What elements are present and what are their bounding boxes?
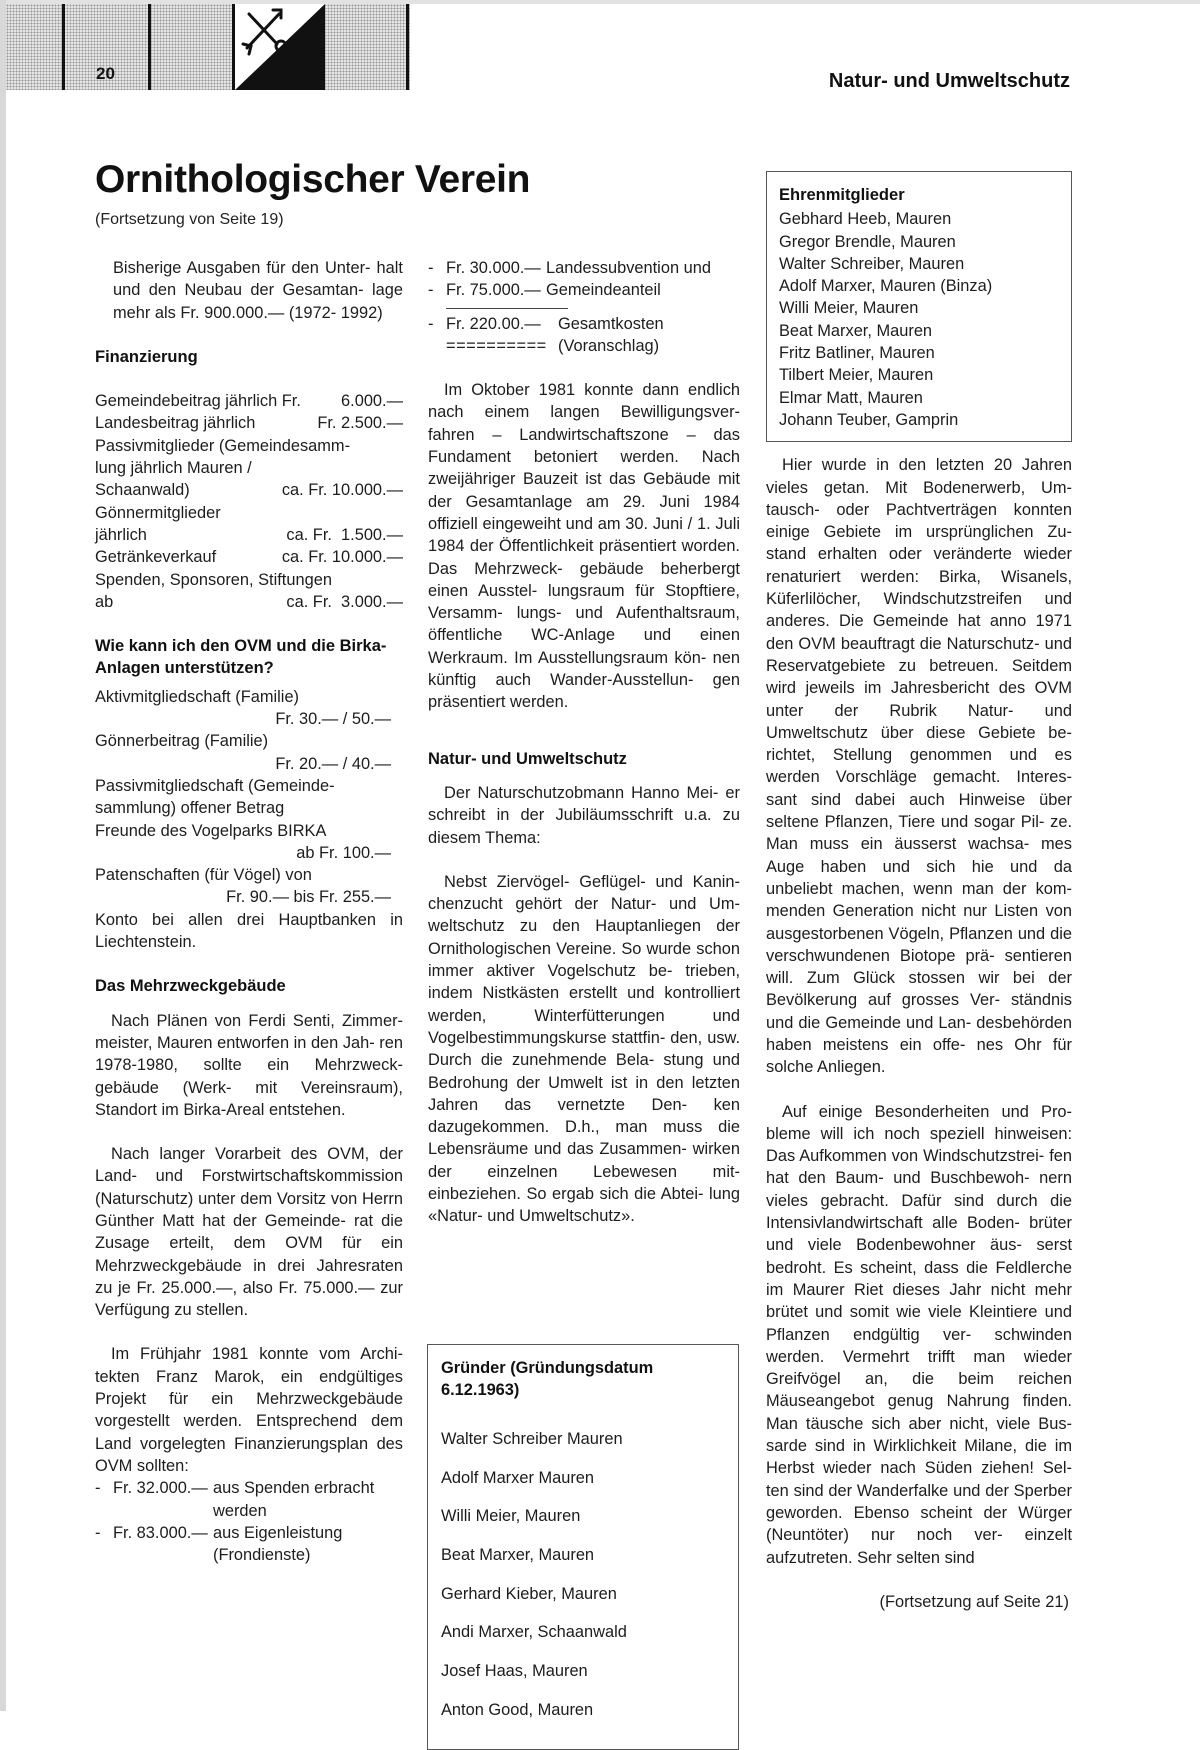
- honor-member-name: Tilbert Meier, Mauren: [779, 366, 934, 385]
- honor-members-box: [766, 171, 1072, 442]
- financing-row: Landesbeitrag jährlich Fr. 2.500.—: [95, 414, 403, 433]
- running-section-title: Natur- und Umweltschutz: [828, 70, 1070, 92]
- financing-row: lung jährlich Mauren /: [95, 459, 252, 478]
- cost-bullet: - Fr. 32.000.— aus Spenden erbracht werden: [95, 1479, 375, 1520]
- column-right: [766, 171, 1072, 1569]
- financing-row: Schaanwald) ca. Fr. 10.000.—: [95, 481, 403, 500]
- natur-heading: Natur- und Umweltschutz: [428, 749, 627, 768]
- article-subtitle: (Fortsetzung von Seite 19): [95, 211, 284, 228]
- body-paragraph: Hier wurde in den letzten 20 Jahren vieles getan. Mit Bodenerwerb, Um- tausch- oder Pachtverträgen konnten einige Gebiete im ursprünglichen Zu- stand erhalten oder veränderte wieder renaturiert werden: Birka, Wisanels, Küferlilöcher, Windschutzstreifen und anderes. Die Gemeinde hat anno 1971 den OVM beauftragt die Naturschutz- und Reservatgebiete zu betreuen. Seitdem wird jeweils im Jahresbericht des OVM unter der Rubrik Natur- und Umweltschutz über diese Gebiete be- richtet, Stellung genommen und es werden Vorschläge gemacht. Interes- sant sind dabei auch Hinweise über seltene Pflanzen, Tiere und sogar Pil- ze. Man muss ein äusserst wachsa- mes Auge haben und sich hie und da unbeliebt machen, wenn man der kom- menden Generation nicht nur Listen von ausgestorbenen Vögeln, Pflanzen und die verschwundenen Biotope prä- sentieren will. Zum Glück stossen wir bei der Bevölkerung auf grosses Ver- ständnis und die Gemeinde und Lan- desbehörden haben meistens ein offe- nes Ohr für solche Anliegen.: [766, 456, 1072, 1077]
- crossed-tools-emblem-icon: [235, 4, 325, 90]
- founder-name: Adolf Marxer Mauren: [441, 1468, 595, 1487]
- cost-bullet: - Fr. 83.000.— aus Eigenleistung (Frondienste): [95, 1523, 343, 1565]
- financing-row: Passivmitglieder (Gemeindesamm-: [95, 436, 351, 455]
- intro-paragraph: Bisherige Ausgaben für den Unter- halt und den Neubau der Gesamtan- lage mehr als Fr. 900.000.— (1972- 1992): [113, 259, 403, 322]
- honor-member-name: Walter Schreiber, Mauren: [779, 254, 965, 273]
- body-paragraph: Im Frühjahr 1981 konnte vom Archi- tekten Franz Marok, ein endgültiges Projekt für ein Mehrzweckgebäude vorgestellt werden. Entsprechend dem Land vorgelegten Finanzierungsplan des OVM sollten:: [95, 1345, 403, 1475]
- body-paragraph: Auf einige Besonderheiten und Pro- bleme will ich noch speziell hinweisen: Das Aufkommen von Windschutzstrei- fen hat den Baum- und Buschbewoh- nern vieles gebracht. Dafür sind durch die Intensivlandwirtschaft alle Boden- brüter und viele Bodenbewohner äus- serst bedroht. Es scheint, dass die Feldlerche im Maurer Riet dieses Jahr nicht mehr brütet und somit wie viele Kleintiere und Pflanzen endgültig ver- schwinden werden. Vermehrt trifft man wieder Greifvögel an, die beim reichen Mäuseangebot genug Nahrung finden. Man täusche sich aber nicht, viele Bus- sarde sind in Wirklichkeit Milane, die im Herbst wieder nach Süden ziehen! Sel- ten sind der Wanderfalke und der Sperber geworden. Ebenso scheint der Würger (Neuntöter) nur noch ver- einzelt aufzutreten. Sehr selten sind: [766, 1102, 1072, 1567]
- total-cost: - Fr. 220.00.— Gesamtkosten: [428, 314, 664, 333]
- financing-row: Spenden, Sponsoren, Stiftungen: [95, 570, 332, 589]
- support-list: [95, 686, 403, 909]
- estimate-line: ========== (Voranschlag): [446, 336, 660, 355]
- support-amount: Fr. 90.— bis Fr. 255.—: [226, 888, 391, 907]
- financing-row: jährlich ca. Fr. 1.500.—: [95, 525, 403, 544]
- cost-bullet: - Fr. 30.000.— Landessubvention und: [428, 259, 711, 277]
- header-divider: [62, 4, 65, 90]
- support-item: Aktivmitgliedschaft (Familie): [95, 687, 300, 706]
- financing-row: Getränkeverkauf ca. Fr. 10.000.—: [95, 548, 403, 567]
- founder-name: Andi Marxer, Schaanwald: [441, 1623, 627, 1642]
- honor-member-name: Fritz Batliner, Mauren: [779, 344, 935, 363]
- article-title: Ornithologischer Verein: [95, 158, 531, 201]
- page-header: [0, 0, 1200, 100]
- honor-member-name: Willi Meier, Mauren: [779, 299, 919, 318]
- support-amount: ab Fr. 100.—: [296, 843, 391, 862]
- continuation-note: (Fortsetzung auf Seite 21): [879, 1593, 1069, 1611]
- body-paragraph: Nebst Ziervögel- Geflügel- und Kanin- chenzucht gehört der Natur- und Um- weltschutz zu den Hauptanliegen der Ornithologischen Vereine. So wurde schon immer aktiver Vogelschutz be- trieben, indem Nistkästen erstellt und kontrolliert werden, Winterfütterungen und Vogelbestimmungskurse stattfin- den, usw. Durch die zunehmende Bela- stung und Bedrohung der Umwelt ist in den letzten Jahren das vernetzte Den- ken dazugekommen. D.h., man muss die Lebensräume und das Zusammen- wirken der einzelnen Lebewesen mit- einbeziehen. So ergab sich die Abtei- lung «Natur- und Umweltschutz».: [428, 872, 740, 1226]
- body-paragraph: Im Oktober 1981 konnte dann endlich nach einem langen Bewilligungsver- fahren – Landwirtschaftszone – das Fundament betoniert werden. Nach zweijähriger Bauzeit ist das Gebäude mit der Gesamtanlage am 29. Juni 1984 offiziell eingeweiht und am 30. Juni / 1. Juli 1984 der Öffentlichkeit präsentiert worden. Das Mehrzweck- gebäude beherbergt einen Ausstel- lungsraum für Stopftiere, Versamm- lungs- und Aufenthaltsraum, öffentliche WC-Anlage und einen Werkraum. Im Ausstellungsraum kön- nen künftig auch Wander-Ausstellun- gen präsentiert werden.: [428, 381, 740, 712]
- header-divider: [148, 4, 151, 90]
- financing-row: Gemeindebeitrag jährlich Fr. 6.000.—: [95, 392, 403, 411]
- header-hatched-band: [6, 4, 410, 90]
- financing-row: ab ca. Fr. 3.000.—: [95, 592, 403, 611]
- honor-member-name: Johann Teuber, Gamprin: [779, 410, 959, 429]
- konto-paragraph: Konto bei allen drei Hauptbanken in Liechtenstein.: [95, 910, 403, 952]
- support-item: Gönnerbeitrag (Familie): [95, 732, 269, 751]
- body-paragraph: Nach langer Vorarbeit des OVM, der Land- und Forstwirtschaftskommission (Naturschutz) unter dem Vorsitz von Herrn Günther Matt hat der Gemeinde- rat die Zusage erteilt, dem OVM für ein Mehrzweckgebäude in drei Jahresraten zu je Fr. 25.000.—, also Fr. 75.000.— zur Verfügung zu stellen.: [95, 1145, 403, 1320]
- honor-member-name: Adolf Marxer, Mauren (Binza): [779, 277, 993, 296]
- founders-box: [427, 1344, 739, 1750]
- scan-border-left: [0, 0, 6, 1711]
- founder-name: Anton Good, Mauren: [441, 1700, 594, 1719]
- page-number: 20: [96, 64, 115, 83]
- founder-name: Beat Marxer, Mauren: [441, 1546, 595, 1565]
- mehrzweck-heading: Das Mehrzweckgebäude: [95, 977, 286, 996]
- honor-member-name: Gregor Brendle, Mauren: [779, 232, 956, 251]
- founder-name: Willi Meier, Mauren: [441, 1507, 581, 1526]
- honor-member-name: Gebhard Heeb, Mauren: [779, 210, 952, 229]
- founders-heading: Gründer (Gründungsdatum 6.12.1963): [441, 1359, 654, 1400]
- sum-rule: [446, 308, 568, 309]
- body-paragraph: Der Naturschutzobmann Hanno Mei- er schreibt in der Jubiläumsschrift u.a. zu diesem Thema:: [428, 783, 740, 847]
- financing-row: Gönnermitglieder: [95, 503, 221, 522]
- founder-name: Gerhard Kieber, Mauren: [441, 1584, 617, 1603]
- header-divider: [406, 4, 409, 90]
- column-middle: [428, 257, 740, 1228]
- support-amount: Fr. 20.— / 40.—: [275, 754, 391, 773]
- support-item: Freunde des Vogelparks BIRKA: [95, 821, 327, 840]
- financing-list: [95, 390, 403, 613]
- finanzierung-heading: Finanzierung: [95, 347, 198, 366]
- support-amount: Fr. 30.— / 50.—: [275, 710, 391, 729]
- cost-bullet: - Fr. 75.000.— Gemeindeanteil: [428, 281, 661, 300]
- column-left: [95, 257, 403, 1566]
- founder-name: Josef Haas, Mauren: [441, 1662, 588, 1681]
- support-item: Passivmitgliedschaft (Gemeinde- sammlung) offener Betrag: [95, 776, 335, 818]
- support-heading: Wie kann ich den OVM und die Birka-Anlagen unterstützen?: [95, 637, 387, 678]
- honor-member-name: Elmar Matt, Mauren: [779, 388, 923, 407]
- support-item: Patenschaften (für Vögel) von: [95, 866, 312, 885]
- honor-member-name: Beat Marxer, Mauren: [779, 321, 933, 340]
- body-paragraph: Nach Plänen von Ferdi Senti, Zimmer- meister, Mauren entworfen in den Jah- ren 1978-1980, sollte ein Mehrzweck- gebäude (Werk- mit Vereinsraum), Standort im Birka-Areal entstehen.: [95, 1011, 403, 1119]
- founder-name: Walter Schreiber Mauren: [441, 1429, 623, 1448]
- honor-heading: Ehrenmitglieder: [779, 186, 905, 204]
